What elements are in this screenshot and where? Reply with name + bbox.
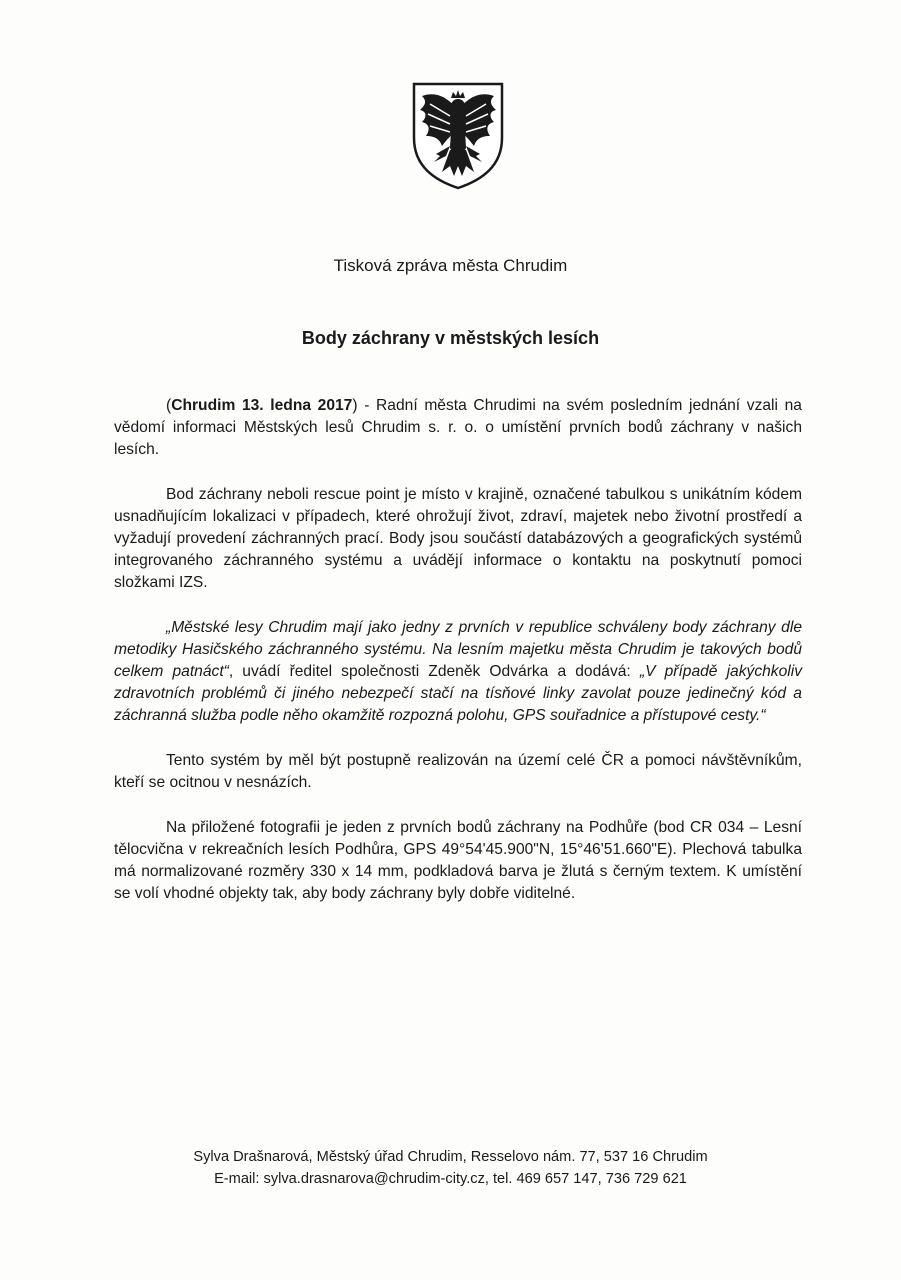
paragraph-5: Na přiložené fotografii je jeden z prvních bodů záchrany na Podhůře (bod CR 034 – Lesní tělocvična v rekreačních lesích Podhůra, GPS 49°54'45.900"N, 15°46'51.660"E). Plechová tabulka má normalizované rozměry 330 x 14 mm, podkladová barva je žlutá s černým textem. K umístění se volí vhodné objekty tak, aby body záchrany byly dobře viditelné. [114, 819, 802, 902]
footer-address: Sylva Drašnarová, Městský úřad Chrudim, Resselovo nám. 77, 537 16 Chrudim [193, 1149, 708, 1165]
contact-footer [0, 1146, 901, 1190]
paragraph-3 [114, 617, 802, 727]
paragraph-1 [114, 395, 802, 461]
document-subtitle: Tisková zpráva města Chrudim [333, 256, 568, 275]
paragraph-1-text: ) - Radní města Chrudimi na svém posledním jednání vzali na vědomí informaci Městských lesů Chrudim s. r. o. o umístění prvních bodů záchrany v našich lesích. [114, 397, 802, 458]
paragraph-2: Bod záchrany neboli rescue point je místo v krajině, označené tabulkou s unikátním kódem usnadňujícím lokalizaci v případech, které ohrožují život, zdraví, majetek nebo životní prostředí a vyžadují provedení záchranných prací. Body jsou součástí databázových a geografických systémů integrovaného záchranného systému a uvádějí informace o kontaktu na poskytnutí pomoci složkami IZS. [114, 486, 802, 591]
dateline: Chrudim 13. ledna 2017 [171, 397, 353, 414]
quote-1: „Městské lesy Chrudim mají jako jedny z prvních v republice schváleny body záchrany dle metodiky Hasičského záchranného systému. Na lesním majetku města Chrudim je takových bodů celkem patnáct“ [114, 619, 802, 680]
document-title: Body záchrany v městských lesích [301, 328, 600, 348]
footer-contact: E-mail: sylva.drasnarova@chrudim-city.cz, tel. 469 657 147, 736 729 621 [214, 1171, 687, 1187]
dateline-open: ( [166, 397, 172, 414]
article-body [114, 395, 802, 928]
quote-2: „V případě jakýchkoliv zdravotních problémů či jiného nebezpečí stačí na tísňové linky zavolat pouze jedinečný kód a záchranná služba podle něho okamžitě rozpozná polohu, GPS souřadnice a přístupové cesty.“ [114, 663, 802, 724]
quote-attribution: , uvádí ředitel společnosti Zdeněk Odvárka a dodává: [228, 663, 640, 680]
paragraph-4: Tento systém by měl být postupně realizován na území celé ČR a pomoci návštěvníkům, kteří se ocitnou v nesnázích. [114, 752, 802, 791]
coat-of-arms-icon [410, 80, 506, 192]
